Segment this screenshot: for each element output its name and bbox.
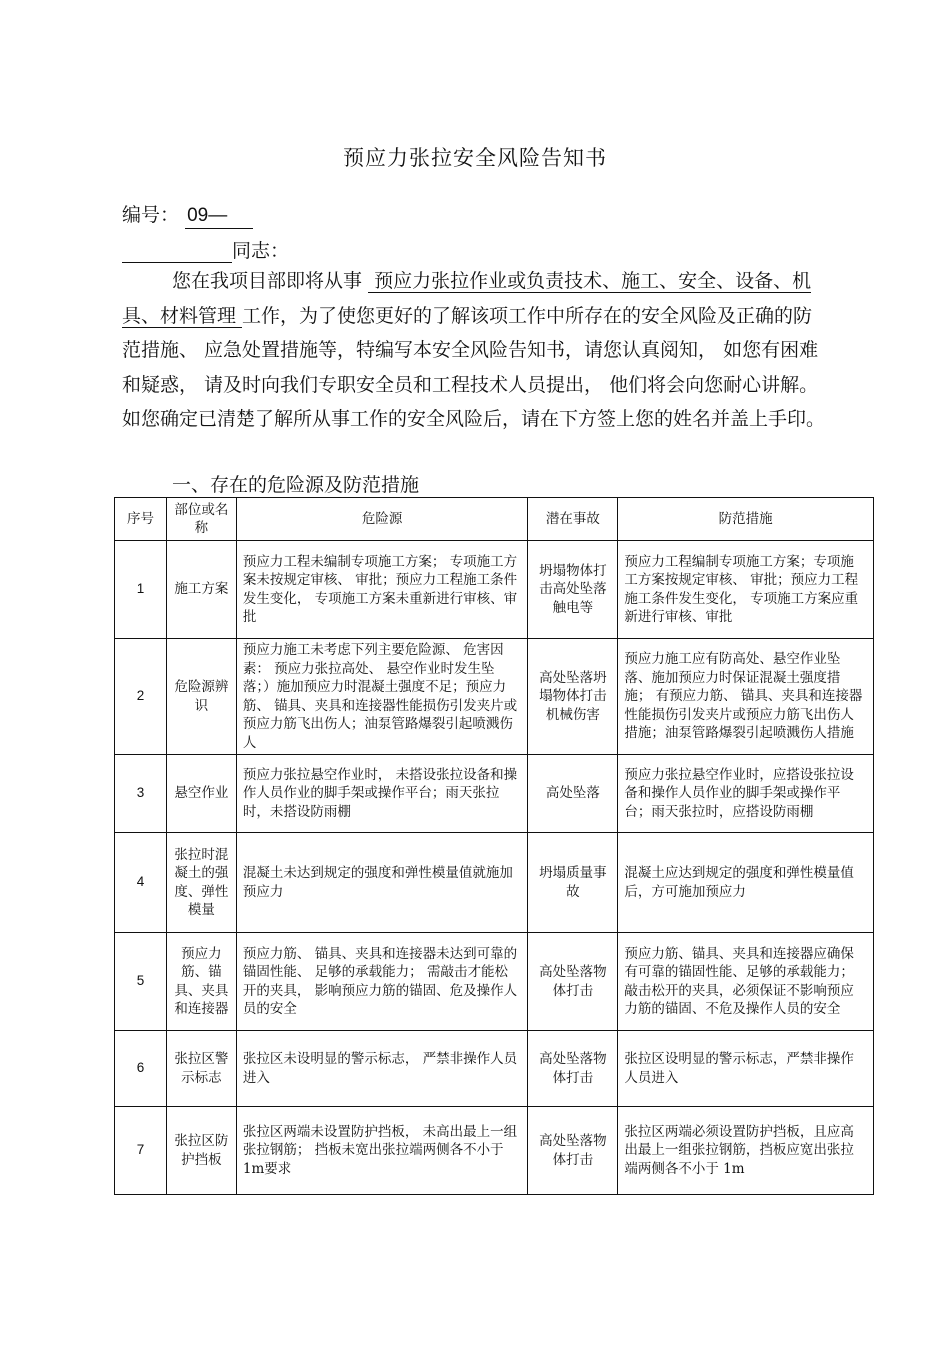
row-no: 4 <box>115 833 167 933</box>
header-hazard: 危险源 <box>236 498 528 541</box>
notice-paragraph <box>122 264 827 437</box>
table-header-row <box>115 498 874 541</box>
row-no: 7 <box>115 1107 167 1195</box>
row-accident: 坍塌质量事故 <box>528 833 618 933</box>
table-row <box>115 1107 874 1195</box>
table-row <box>115 1031 874 1107</box>
row-measure: 预应力施工应有防高处、悬空作业坠落、施加预应力时保证混凝土强度措施； 有预应力筋、 锚具、夹具和连接器性能损伤引发夹片或预应力筋飞出伤人措施；油泵管路爆裂引起喷溅伤人措施 <box>618 639 874 755</box>
row-accident: 高处坠落 <box>528 755 618 833</box>
serial-number <box>122 200 253 229</box>
row-part: 施工方案 <box>166 541 236 639</box>
serial-label: 编号： <box>122 204 180 226</box>
row-part: 悬空作业 <box>166 755 236 833</box>
section-heading: 一、存在的危险源及防范措施 <box>172 474 420 496</box>
table-row <box>115 933 874 1031</box>
row-hazard: 预应力施工未考虑下列主要危险源、 危害因素： 预应力张拉高处、 悬空作业时发生坠落；）施加预应力时混凝土强度不足；预应力筋、 锚具、夹具和连接器性能损伤引发夹片或预应力筋飞出伤人；油泵管路爆裂引起喷溅伤人 <box>236 639 528 755</box>
salutation-suffix: 同志： <box>232 240 290 262</box>
row-part: 张拉区防护挡板 <box>166 1107 236 1195</box>
row-measure: 预应力张拉悬空作业时，应搭设张拉设备和操作人员作业的脚手架或操作平台；雨天张拉时，应搭设防雨棚 <box>618 755 874 833</box>
row-hazard: 张拉区未设明显的警示标志， 严禁非操作人员进入 <box>236 1031 528 1107</box>
paragraph-part-1: 您在我项目部即将从事 <box>172 270 363 292</box>
row-measure: 预应力筋、锚具、夹具和连接器应确保有可靠的锚固性能、足够的承载能力；敲击松开的夹具，必须保证不影响预应力筋的锚固、不危及操作人员的安全 <box>618 933 874 1031</box>
table-row <box>115 755 874 833</box>
row-accident: 高处坠落物体打击 <box>528 1031 618 1107</box>
document-title: 预应力张拉安全风险告知书 <box>343 146 607 170</box>
row-no: 1 <box>115 541 167 639</box>
row-hazard: 预应力工程未编制专项施工方案； 专项施工方案未按规定审核、 审批；预应力工程施工条件发生变化， 专项施工方案未重新进行审核、审批 <box>236 541 528 639</box>
row-part: 危险源辨识 <box>166 639 236 755</box>
table-row <box>115 541 874 639</box>
row-accident: 高处坠落物体打击 <box>528 1107 618 1195</box>
row-no: 3 <box>115 755 167 833</box>
row-no: 6 <box>115 1031 167 1107</box>
row-accident: 高处坠落坍塌物体打击机械伤害 <box>528 639 618 755</box>
row-hazard: 预应力筋、 锚具、夹具和连接器未达到可靠的锚固性能、 足够的承载能力； 需敲击才能松开的夹具， 影响预应力筋的锚固、危及操作人员的安全 <box>236 933 528 1031</box>
row-part: 预应力筋、锚具、夹具和连接器 <box>166 933 236 1031</box>
work-description: 预应力张拉作业或负责技术、施工、安全、设备、机具、材料管理 <box>122 270 812 327</box>
row-part: 张拉时混凝土的强度、弹性模量 <box>166 833 236 933</box>
risk-table <box>114 497 874 1195</box>
row-accident: 坍塌物体打击高处坠落触电等 <box>528 541 618 639</box>
row-no: 2 <box>115 639 167 755</box>
row-measure: 预应力工程编制专项施工方案；专项施工方案按规定审核、 审批；预应力工程施工条件发生变化， 专项施工方案应重新进行审核、审批 <box>618 541 874 639</box>
row-no: 5 <box>115 933 167 1031</box>
row-measure: 混凝土应达到规定的强度和弹性模量值后，方可施加预应力 <box>618 833 874 933</box>
salutation <box>122 236 289 263</box>
name-blank-line <box>122 242 232 263</box>
row-hazard: 预应力张拉悬空作业时， 未搭设张拉设备和操作人员作业的脚手架或操作平台；雨天张拉时，未搭设防雨棚 <box>236 755 528 833</box>
row-hazard: 混凝土未达到规定的强度和弹性模量值就施加预应力 <box>236 833 528 933</box>
table-row <box>115 833 874 933</box>
header-part: 部位或名称 <box>166 498 236 541</box>
row-measure: 张拉区设明显的警示标志，严禁非操作人员进入 <box>618 1031 874 1107</box>
header-accident: 潜在事故 <box>528 498 618 541</box>
row-measure: 张拉区两端必须设置防护挡板，且应高出最上一组张拉钢筋，挡板应宽出张拉端两侧各不小于 1m <box>618 1107 874 1195</box>
header-measure: 防范措施 <box>618 498 874 541</box>
header-no: 序号 <box>115 498 167 541</box>
row-hazard: 张拉区两端未设置防护挡板， 未高出最上一组张拉钢筋； 挡板未宽出张拉端两侧各不小于 1m要求 <box>236 1107 528 1195</box>
paragraph-part-2: 工作，为了使您更好的了解该项工作中所存在的安全风险及正确的防范措施、 应急处置措施等，特编写本安全风险告知书，请您认真阅知， 如您有困难和疑惑， 请及时向我们专职安全员和工程技术人员提出， 他们将会向您耐心讲解。 如您确定已清楚了解所从事工作的安全风险后，请在下方签上您的姓名并盖上手印。 <box>122 304 826 430</box>
serial-value: 09— <box>185 205 253 229</box>
row-part: 张拉区警示标志 <box>166 1031 236 1107</box>
table-row <box>115 639 874 755</box>
row-accident: 高处坠落物体打击 <box>528 933 618 1031</box>
